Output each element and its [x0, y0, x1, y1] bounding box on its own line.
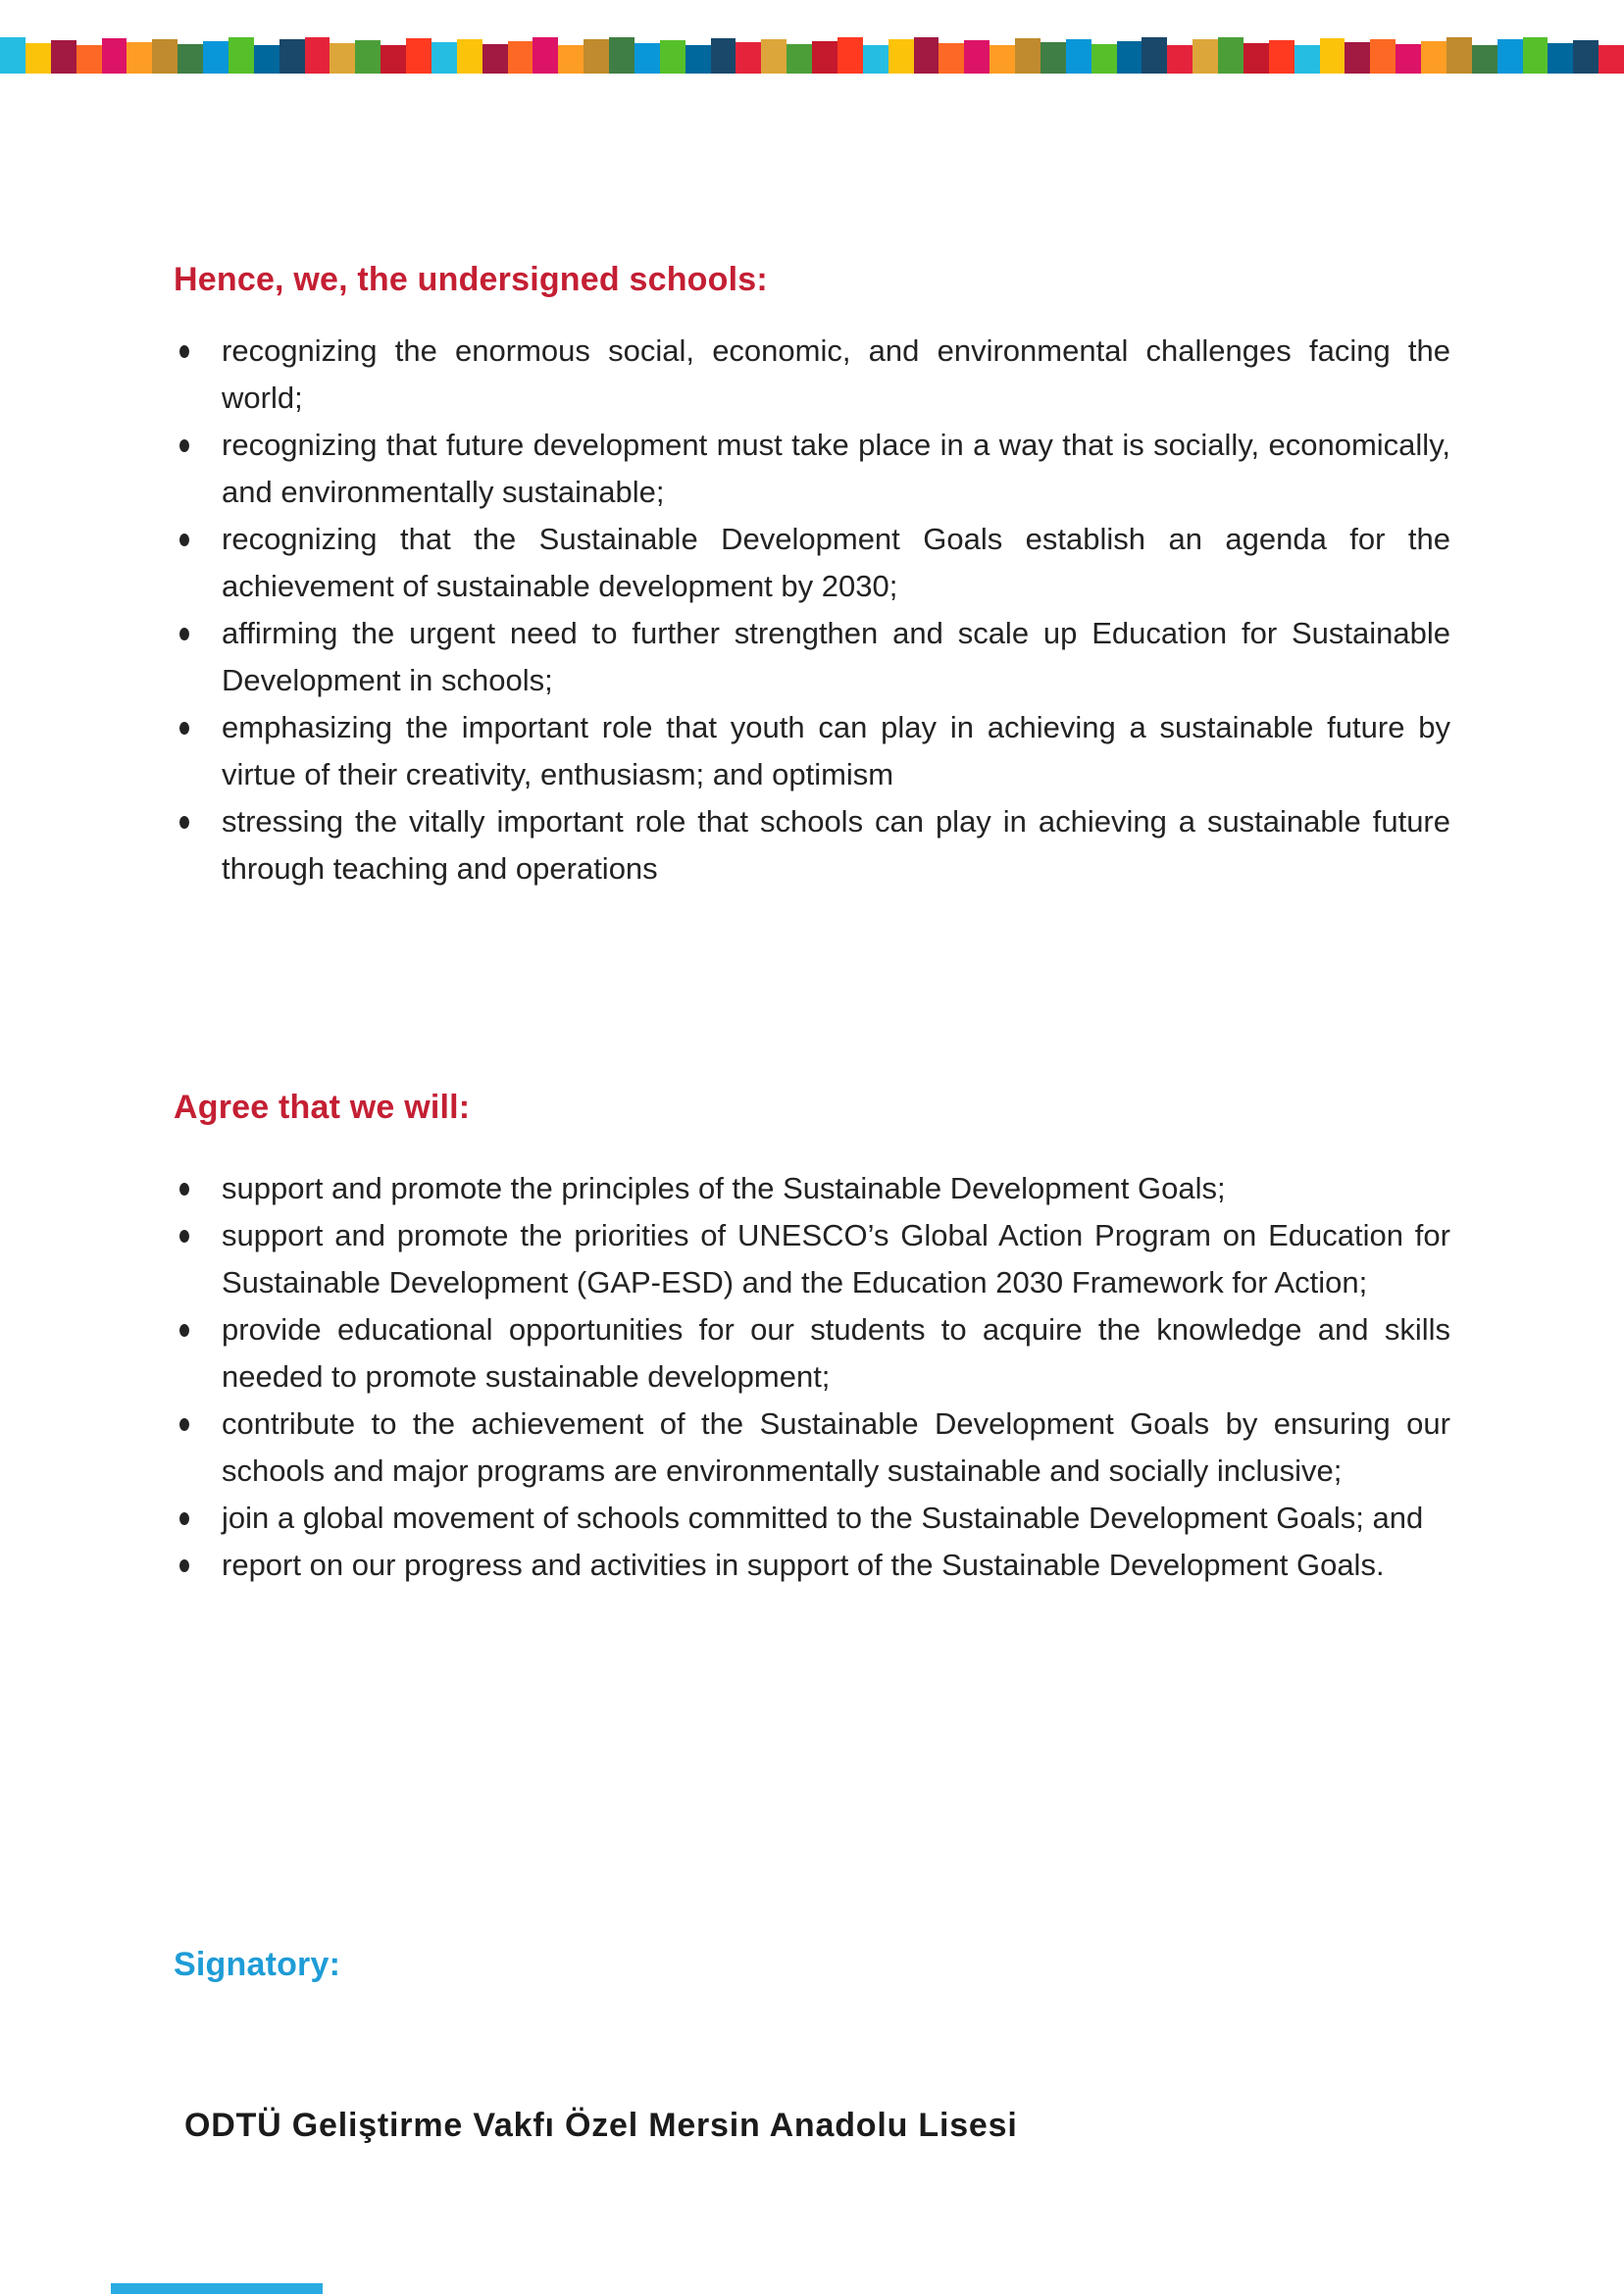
sdg-stripe	[330, 43, 355, 74]
bullet-item: stressing the vitally important role that schools can play in achieving a sustainable future through teaching and operations	[174, 798, 1450, 892]
sdg-stripe	[634, 43, 660, 74]
sdg-stripe	[279, 39, 305, 74]
sdg-stripe	[1523, 37, 1548, 74]
bullet-item: support and promote the principles of the Sustainable Development Goals;	[174, 1165, 1450, 1212]
bullet-item: join a global movement of schools committed to the Sustainable Development Goals; and	[174, 1495, 1450, 1542]
sdg-stripe	[660, 40, 685, 74]
sdg-stripe	[558, 45, 584, 74]
sdg-stripe	[888, 39, 914, 74]
sdg-stripe	[863, 45, 888, 74]
sdg-stripe	[1446, 37, 1472, 74]
sdg-stripe	[127, 42, 152, 74]
bottom-page-edge-bar	[111, 2283, 323, 2294]
section-heading-undersigned-schools: Hence, we, the undersigned schools:	[174, 261, 768, 298]
sdg-stripe	[1320, 38, 1345, 74]
sdg-stripe	[1294, 45, 1320, 74]
sdg-stripe	[990, 45, 1015, 74]
sdg-stripe	[1218, 37, 1243, 74]
bullet-item: affirming the urgent need to further strengthen and scale up Education for Sustainable Development in schools;	[174, 610, 1450, 704]
sdg-stripe	[1015, 38, 1040, 74]
sdg-stripe	[51, 40, 76, 74]
sdg-stripe	[102, 38, 127, 74]
sdg-stripe	[685, 45, 711, 74]
signatory-heading: Signatory:	[174, 1946, 341, 1983]
sdg-stripe	[812, 41, 837, 74]
bullet-item: recognizing the enormous social, economic, and environmental challenges facing the world;	[174, 328, 1450, 422]
sdg-stripe	[1117, 41, 1142, 74]
sdg-stripe	[914, 37, 939, 74]
sdg-stripe	[0, 37, 25, 74]
sdg-stripe	[837, 37, 863, 74]
sdg-stripe	[1472, 45, 1497, 74]
sdg-stripe	[1396, 44, 1421, 74]
bullet-item: contribute to the achievement of the Sustainable Development Goals by ensuring our schools and major programs are environmentally sustainable and socially inclusive;	[174, 1401, 1450, 1495]
sdg-stripe	[1548, 43, 1573, 74]
sdg-stripe	[203, 41, 228, 74]
bullet-item: emphasizing the important role that youth can play in achieving a sustainable future by virtue of their creativity, enthusiasm; and optimism	[174, 704, 1450, 798]
bullet-item: provide educational opportunities for our students to acquire the knowledge and skills needed to promote sustainable development;	[174, 1306, 1450, 1401]
bullet-item: recognizing that future development must take place in a way that is socially, economically, and environmentally sustainable;	[174, 422, 1450, 516]
sdg-stripe	[711, 38, 736, 74]
sdg-stripe	[964, 40, 990, 74]
sdg-stripe	[152, 39, 178, 74]
sdg-stripe	[381, 45, 406, 74]
signatory-school-name: ODTÜ Geliştirme Vakfı Özel Mersin Anadolu Lisesi	[184, 2107, 1018, 2144]
sdg-stripe	[76, 45, 102, 74]
sdg-stripe	[1040, 42, 1066, 74]
section-heading-agree: Agree that we will:	[174, 1089, 471, 1126]
sdg-stripe	[1167, 45, 1193, 74]
sdg-stripe	[1573, 40, 1599, 74]
sdg-stripe	[1142, 37, 1167, 74]
sdg-stripe	[406, 38, 431, 74]
sdg-stripe	[1497, 39, 1523, 74]
bullet-list-recognitions	[174, 328, 1450, 892]
sdg-stripe	[1193, 39, 1218, 74]
sdg-stripe	[1243, 43, 1269, 74]
sdg-stripe	[508, 41, 533, 74]
bullet-item: report on our progress and activities in support of the Sustainable Development Goals.	[174, 1542, 1450, 1589]
sdg-stripe	[787, 44, 812, 74]
sdg-stripe	[254, 45, 279, 74]
sdg-stripe	[457, 39, 482, 74]
sdg-stripe	[1066, 39, 1091, 74]
sdg-stripe	[1599, 45, 1624, 74]
sdg-stripe	[1345, 42, 1370, 74]
sdg-stripe	[584, 39, 609, 74]
bullet-item: support and promote the priorities of UNESCO’s Global Action Program on Education for Sustainable Development (GAP-ESD) and the Education 2030 Framework for Action;	[174, 1212, 1450, 1306]
bullet-list-commitments	[174, 1165, 1450, 1589]
sdg-stripe	[178, 44, 203, 74]
sdg-stripe	[736, 42, 761, 74]
sdg-stripe	[1269, 40, 1294, 74]
sdg-stripe	[609, 37, 634, 74]
sdg-stripe	[228, 37, 254, 74]
sdg-stripe	[305, 37, 330, 74]
sdg-stripe	[1091, 44, 1117, 74]
sdg-color-band	[0, 0, 1624, 74]
sdg-stripe	[431, 42, 457, 74]
sdg-stripe	[482, 44, 508, 74]
sdg-stripe	[761, 39, 787, 74]
sdg-stripe	[939, 43, 964, 74]
sdg-stripe	[355, 40, 381, 74]
sdg-stripe	[1421, 41, 1446, 74]
bullet-item: recognizing that the Sustainable Development Goals establish an agenda for the achievement of sustainable development by 2030;	[174, 516, 1450, 610]
sdg-stripe	[1370, 39, 1396, 74]
sdg-stripe	[533, 37, 558, 74]
sdg-stripe	[25, 43, 51, 74]
